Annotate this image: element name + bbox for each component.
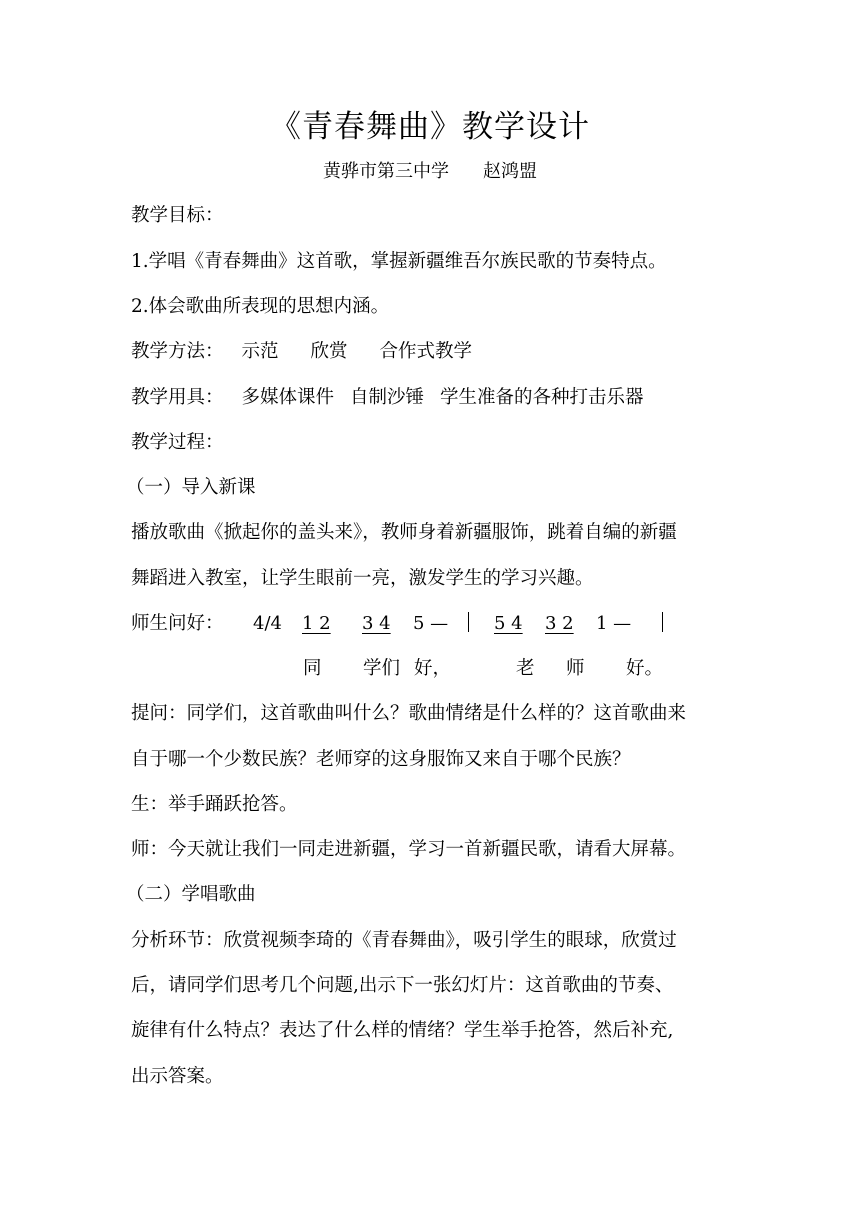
analysis-paragraph-line: 分析环节：欣赏视频李琦的《青春舞曲》，吸引学生的眼球，欣赏过 [131, 930, 677, 951]
document-title: 《青春舞曲》教学设计 [270, 109, 590, 145]
score-lyric: 好。 [626, 658, 664, 679]
intro-paragraph-line: 舞蹈进入教室，让学生眼前一亮，激发学生的学习兴趣。 [131, 568, 594, 589]
author-line [0, 158, 860, 186]
author-school: 黄骅市第三中学 [323, 161, 449, 182]
methods-label: 教学方法： [131, 341, 224, 362]
score-note: 1 2 [302, 613, 331, 634]
intro-paragraph-line: 播放歌曲《掀起你的盖头来》，教师身着新疆服饰，跳着自编的新疆 [131, 522, 677, 543]
question-paragraph-line: 提问：同学们，这首歌曲叫什么？歌曲情绪是什么样的？这首歌曲来 [131, 703, 687, 724]
tool-item: 多媒体课件 [241, 387, 335, 408]
score-lyric: 同 [303, 658, 322, 679]
question-paragraph-line: 自于哪一个少数民族？老师穿的这身服饰又来自于哪个民族？ [131, 749, 631, 770]
tools-line [131, 384, 644, 412]
score-barline [468, 612, 469, 632]
score-barline [662, 612, 663, 632]
teacher-line: 师：今天就让我们一同走进新疆，学习一首新疆民歌，请看大屏幕。 [131, 839, 687, 860]
analysis-paragraph-line: 后，请同学们思考几个问题,出示下一张幻灯片：这首歌曲的节奏、 [131, 975, 674, 996]
section-heading-1: （一）导入新课 [126, 477, 256, 498]
score-note: 1 — [596, 613, 632, 634]
score-lyric: 老 [516, 658, 535, 679]
score-note: 5 — [413, 613, 449, 634]
section-heading-2: （二）学唱歌曲 [126, 884, 256, 905]
score-note: 3 2 [545, 613, 574, 634]
tool-item: 自制沙锤 [350, 387, 425, 408]
methods-line [131, 338, 472, 366]
score-lyric: 学们 [363, 658, 401, 679]
score-lyric: 师 [566, 658, 585, 679]
tool-item: 学生准备的各种打击乐器 [440, 387, 644, 408]
goals-heading: 教学目标： [131, 205, 224, 226]
goal-1: 1.学唱《青春舞曲》这首歌，掌握新疆维吾尔族民歌的节奏特点。 [131, 251, 667, 272]
score-lyric: 好， [414, 658, 452, 679]
greeting-label: 师生问好： [131, 613, 224, 634]
score-note: 5 4 [494, 613, 523, 634]
method-item: 欣赏 [310, 341, 348, 362]
process-heading: 教学过程： [131, 432, 224, 453]
student-line: 生：举手踊跃抢答。 [131, 794, 298, 815]
method-item: 合作式教学 [379, 341, 473, 362]
score-note: 3 4 [362, 613, 391, 634]
analysis-paragraph-line: 旋律有什么特点？表达了什么样的情绪？学生举手抢答，然后补充, [131, 1020, 674, 1041]
tools-label: 教学用具： [131, 387, 224, 408]
analysis-paragraph-line: 出示答案。 [131, 1066, 224, 1087]
author-name: 赵鸿盟 [483, 161, 537, 182]
goal-2: 2.体会歌曲所表现的思想内涵。 [131, 296, 390, 317]
method-item: 示范 [241, 341, 279, 362]
time-signature: 4/4 [253, 613, 282, 634]
